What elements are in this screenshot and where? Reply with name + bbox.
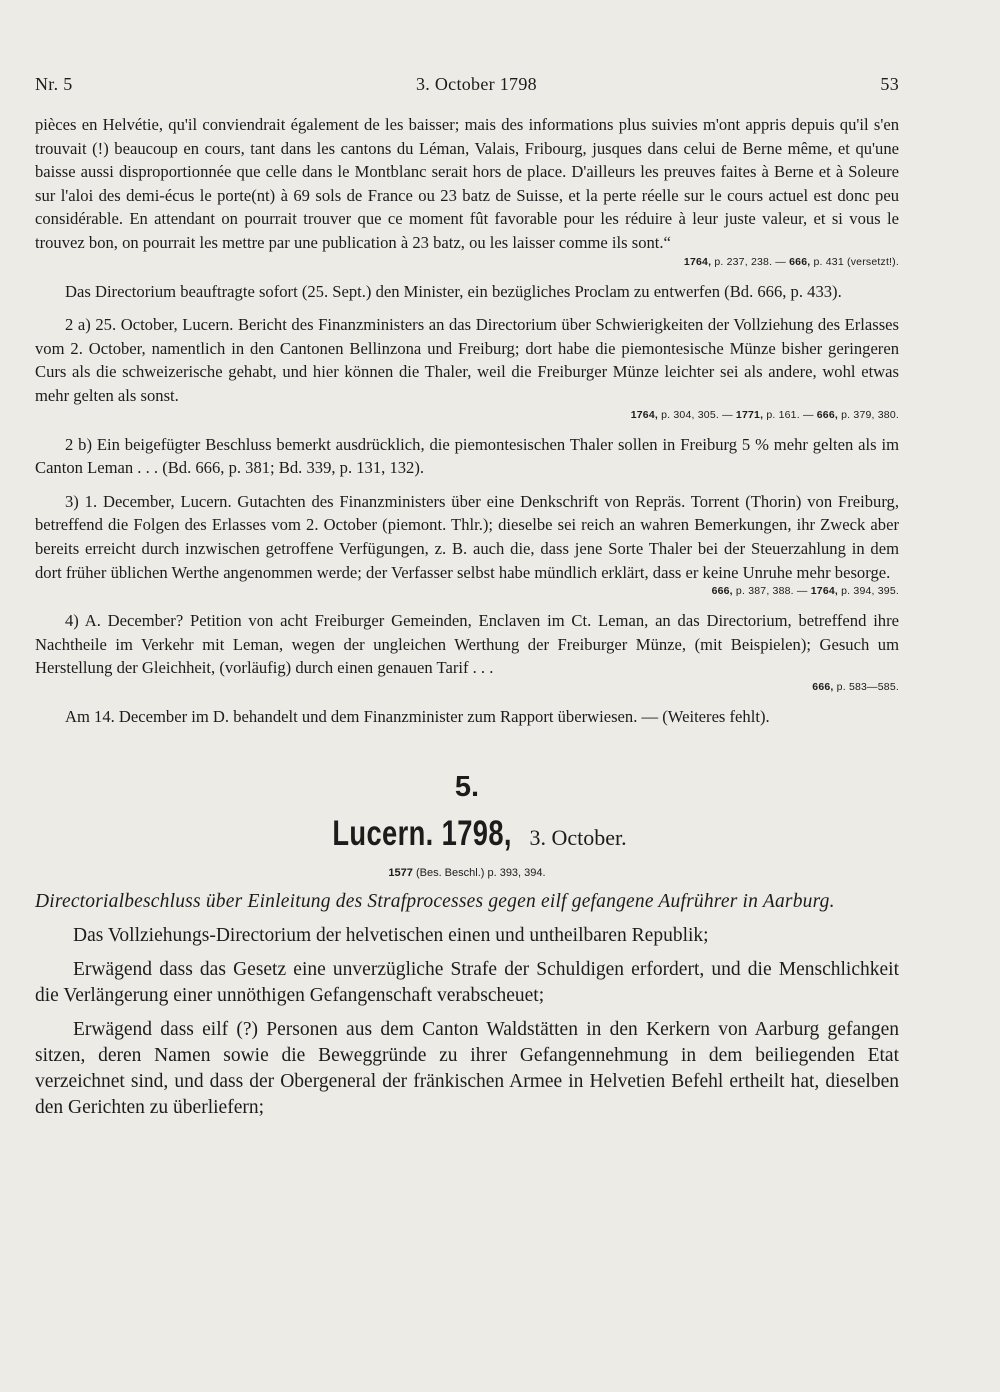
paragraph-3: 3) 1. December, Lucern. Gutachten des Finanzministers über eine Denkschrift von Repräs. Torrent (Thorin) von Freiburg, betreffend die Folgen des Erlasses vom 2. October (piemont. Thlr.); dieselbe sei reich an wahren Bemerkungen, ihr Zweck aber bereits erreicht durch inzwischen getroffene Verfügungen, z. B. auch die, dass jene Sorte Thaler bei der Steuerzahlung in dem dort früher üblichen Werthe angenommen werde; der Verfasser selbst habe mündlich erklärt, dass er keine Unruhe mehr besorge. — [35, 491, 899, 582]
running-header — [35, 74, 899, 95]
decree-preamble: Das Vollziehungs-Directorium der helvetischen einen und untheilbaren Republik; — [73, 925, 709, 947]
ref-pages: p. 161. — — [763, 408, 817, 421]
ref-volume: 1764, — [683, 255, 712, 268]
ref-volume: 666, — [812, 680, 834, 693]
section-source-reference — [35, 867, 899, 879]
ref-volume: 1764, — [810, 585, 839, 598]
paragraph-4: 4) A. December? Petition von acht Freiburger Gemeinden, Enclaven im Ct. Leman, an das Directorium, betreffend ihre Nachtheile im Verkehr mit Leman, wegen der ungleichen Werthung der Freiburger Münze, (mit Beispielen); Gesuch um Herstellung der Gleichheit, (vorläufig) durch einen genauen Tarif . . . — [35, 611, 899, 678]
section-title-place: Lucern. 1798, — [332, 814, 513, 854]
section-title-date: 3. October. — [529, 825, 627, 851]
ref-volume: 1771, — [735, 408, 764, 421]
paragraph-2b: 2 b) Ein beigefügter Beschluss bemerkt ausdrücklich, die piemontesischen Thaler sollen in Freiburg 5 % mehr gelten als im Canton Leman . . . (Bd. 666, p. 381; Bd. 339, p. 131, 132). — [35, 434, 899, 478]
header-date: 3. October 1798 — [415, 74, 537, 94]
ref-volume: 1764, — [630, 408, 658, 421]
ref-pages: p. 431 (versetzt!). — [810, 255, 899, 268]
section-subtitle: Directorialbeschluss über Einleitung des Strafprocesses gegen eilf gefangene Aufrührer in Aarburg. — [35, 891, 835, 913]
ref-pages: p. 379, 380. — [838, 408, 899, 421]
section-number: 5. — [454, 771, 480, 804]
ref-pages: (Bes. Beschl.) p. 393, 394. — [412, 867, 546, 880]
ref-pages: p. 387, 388. — — [732, 585, 811, 598]
paragraph-2a: 2 a) 25. October, Lucern. Bericht des Finanzministers an das Directorium über Schwierigkeiten der Vollziehung des Erlasses vom 2. October, namentlich in den Cantonen Bellinzona und Freiburg; dort habe die piemontesische Münze bisher geringeren Curs als die schweizerische gehabt, und hier können die Thaler, weil die Freiburger Münze leichter sei als andere, wohl etwas mehr gelten als sonst. — [35, 315, 899, 405]
decree-whereas-2: Erwägend dass eilf (?) Personen aus dem Canton Waldstätten in den Kerkern von Aarburg gefangen sitzen, deren Namen sowie die Beweggründe zu ihrer Gefangennehmung in dem beiliegenden Etat verzeichnet sind, und dass der Obergeneral der fränkischen Armee in Helvetien Befehl ertheilt hat, dieselben den Gerichten zu überliefern; — [35, 1019, 899, 1119]
ref-volume: 666, — [816, 408, 839, 421]
reference-2a — [35, 408, 899, 423]
ref-volume: 1577 — [388, 867, 413, 880]
ref-pages: p. 304, 305. — — [658, 408, 736, 421]
header-page-number: 53 — [880, 74, 899, 94]
reference-1 — [35, 255, 899, 270]
ref-pages: p. 237, 238. — — [711, 255, 790, 268]
ref-pages: p. 583—585. — [833, 680, 899, 693]
ref-volume: 666, — [711, 585, 733, 598]
ref-pages: p. 394, 395. — [838, 585, 899, 598]
reference-4 — [35, 680, 899, 695]
decree-whereas-1: Erwägend dass das Gesetz eine unverzügliche Strafe der Schuldigen erfordert, und die Menschlichkeit die Verlängerung einer unnöthigen Gefangenschaft verabscheuet; — [35, 959, 899, 1007]
paragraph-directorium: Das Directorium beauftragte sofort (25. Sept.) den Minister, ein bezügliches Proclam zu entwerfen (Bd. 666, p. 433). — [65, 281, 842, 301]
ref-volume: 666, — [789, 255, 811, 268]
paragraph-am-14-december: Am 14. December im D. behandelt und dem Finanzminister zum Rapport überwiesen. — (Weiteres fehlt). — [65, 706, 770, 726]
section-title — [35, 814, 899, 861]
paragraph-french-letter: pièces en Helvétie, qu'il conviendrait également de les baisser; mais des informations plus suivies m'ont appris depuis qu'il s'en trouvait (!) beaucoup en cours, tant dans les cantons du Léman, Valais, Fribourg, jusques dans celui de Berne même, et qu'une baisse aussi disproportionnée que celle dans le Montblanc serait hors de place. D'ailleurs les preuves faites à Berne et à Soleure sur l'aloi des demi-écus le porte(nt) à 69 sols de France ou 23 batz de Suisse, et la perte réelle sur le cours actuel est donc peu considérable. En attendant on pourrait trouver que ce moment fût favorable pour les réduire à leur juste valeur, et si vous le trouvez bon, on pourrait les mettre par une publication à 23 batz, ou les laisser comme ils sont.“ — [35, 115, 899, 252]
header-issue-number: Nr. 5 — [35, 74, 73, 94]
reference-3 — [35, 584, 899, 599]
